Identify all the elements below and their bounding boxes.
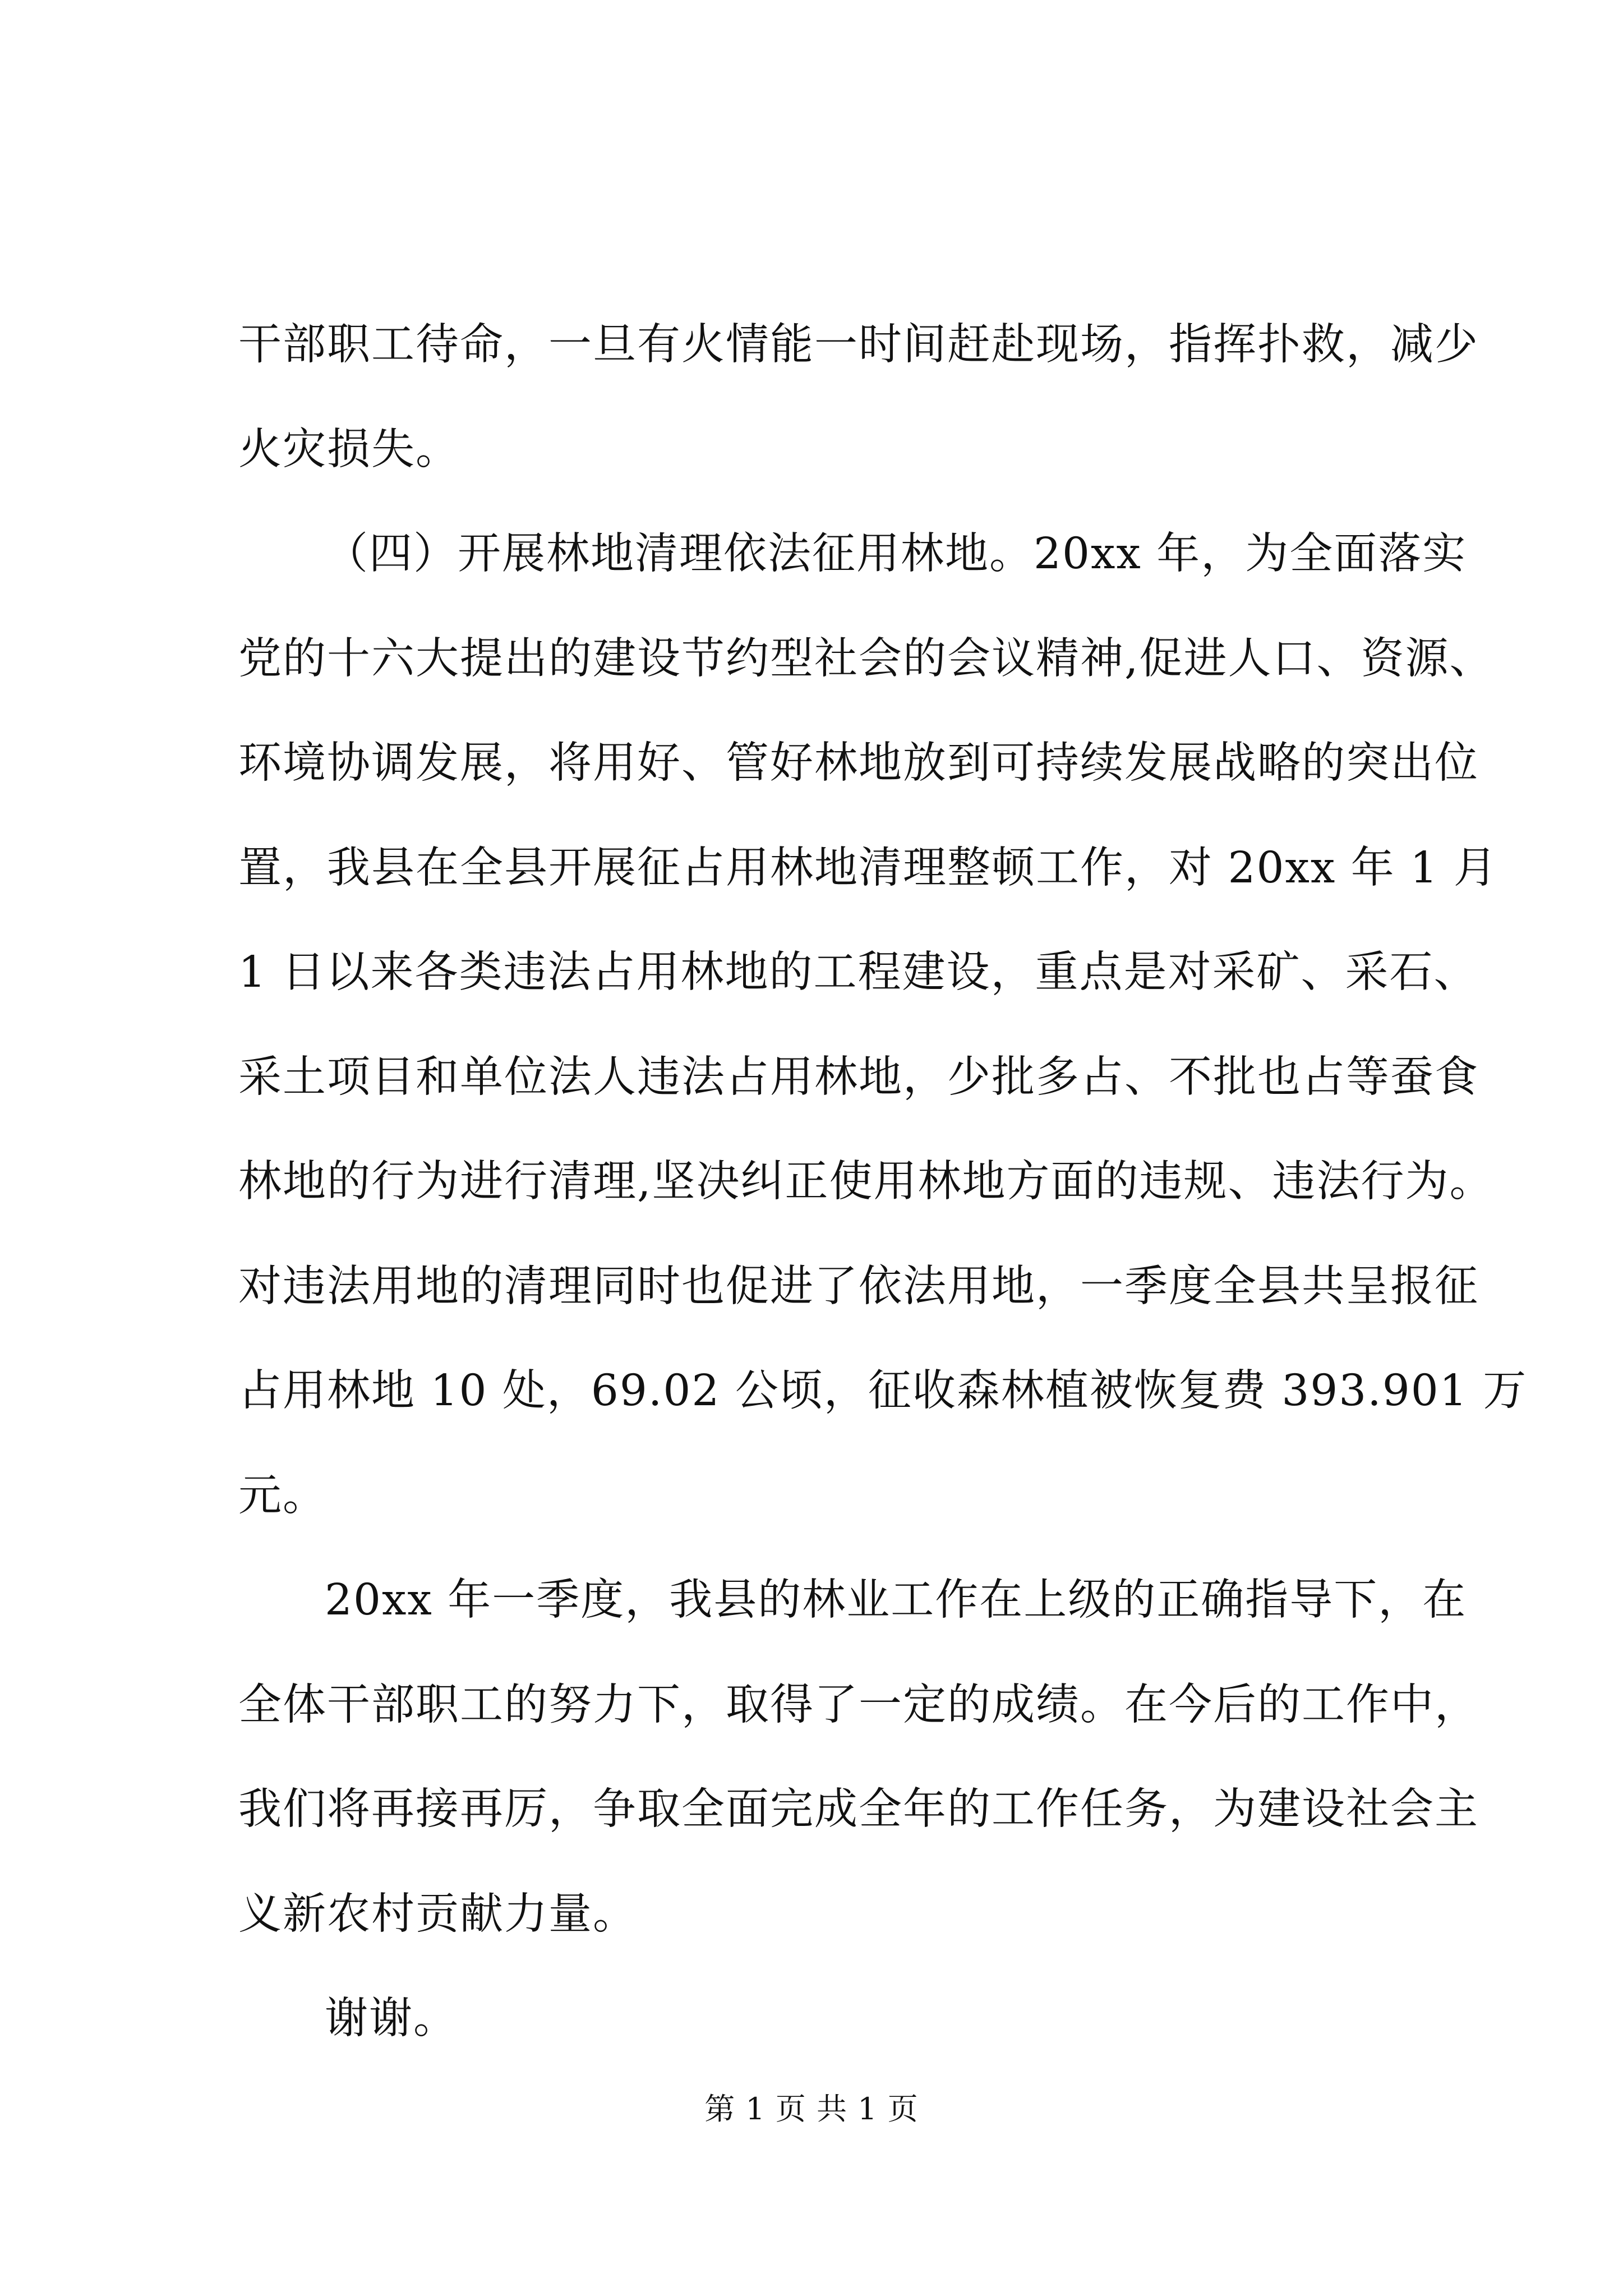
text-line: 采土项目和单位法人违法占用林地，少批多占、不批也占等蚕食: [238, 1052, 1479, 1102]
text-line: 义新农村贡献力量。: [238, 1889, 637, 1939]
document-body: [238, 293, 1528, 2072]
text-line: 全体干部职工的努力下，取得了一定的成绩。在今后的工作中，: [238, 1680, 1479, 1730]
text-line: 置，我县在全县开展征占用林地清理整顿工作，对 20xx 年 1 月: [238, 843, 1498, 893]
text-line: 对违法用地的清理同时也促进了依法用地，一季度全县共呈报征: [238, 1261, 1479, 1312]
text-line: 火灾损失。: [238, 424, 460, 475]
text-line: 1 日以来各类违法占用林地的工程建设，重点是对采矿、采石、: [238, 947, 1478, 997]
paragraph-heading-line: （四）开展林地清理依法征用林地。20xx 年，为全面落实: [325, 529, 1467, 579]
page-footer: [0, 2087, 1623, 2132]
text-line: 我们将再接再厉，争取全面完成全年的工作任务，为建设社会主: [238, 1784, 1479, 1834]
text-line: 元。: [238, 1470, 327, 1521]
page-number: 第 1 页 共 1 页: [704, 2091, 919, 2127]
text-line: 林地的行为进行清理,坚决纠正使用林地方面的违规、违法行为。: [238, 1157, 1494, 1207]
closing-line: 谢谢。: [325, 1994, 458, 2044]
text-line: 环境协调发展，将用好、管好林地放到可持续发展战略的突出位: [238, 738, 1479, 788]
text-line: 党的十六大提出的建设节约型社会的会议精神,促进人口、资源、: [238, 633, 1494, 684]
text-line: 占用林地 10 处，69.02 公顷，征收森林植被恢复费 393.901 万: [238, 1366, 1528, 1416]
text-line: 干部职工待命，一旦有火情能一时间赶赴现场，指挥扑救，减少: [238, 320, 1479, 370]
text-line: 20xx 年一季度，我县的林业工作在上级的正确指导下，在: [325, 1575, 1467, 1625]
